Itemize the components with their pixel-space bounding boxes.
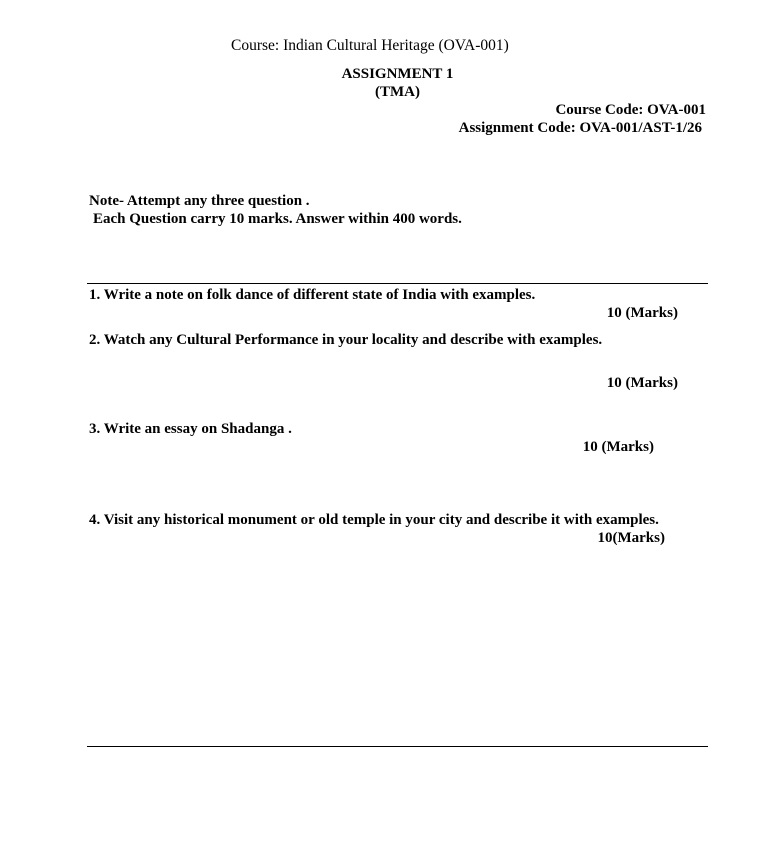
assignment-code: Assignment Code: OVA-001/AST-1/26 [458, 120, 702, 136]
question-2-marks: 10 (Marks) [606, 375, 678, 391]
question-1-marks: 10 (Marks) [606, 305, 678, 321]
tma-label: (TMA) [375, 84, 420, 100]
question-1: 1. Write a note on folk dance of different state of India with examples. [89, 287, 536, 303]
question-3: 3. Write an essay on Shadanga . [89, 421, 292, 437]
top-divider [87, 283, 708, 284]
note-line-1: Note- Attempt any three question . [89, 193, 310, 209]
assignment-heading: ASSIGNMENT 1 [341, 66, 454, 82]
question-4: 4. Visit any historical monument or old temple in your city and describe it with examples. [89, 512, 659, 528]
course-code: Course Code: OVA-001 [555, 102, 706, 118]
note-line-2: Each Question carry 10 marks. Answer within 400 words. [93, 211, 462, 227]
question-2: 2. Watch any Cultural Performance in your locality and describe with examples. [89, 332, 603, 348]
course-title: Course: Indian Cultural Heritage (OVA-001) [231, 37, 509, 54]
question-4-marks: 10(Marks) [597, 530, 665, 546]
question-3-marks: 10 (Marks) [582, 439, 654, 455]
bottom-divider [87, 746, 708, 747]
